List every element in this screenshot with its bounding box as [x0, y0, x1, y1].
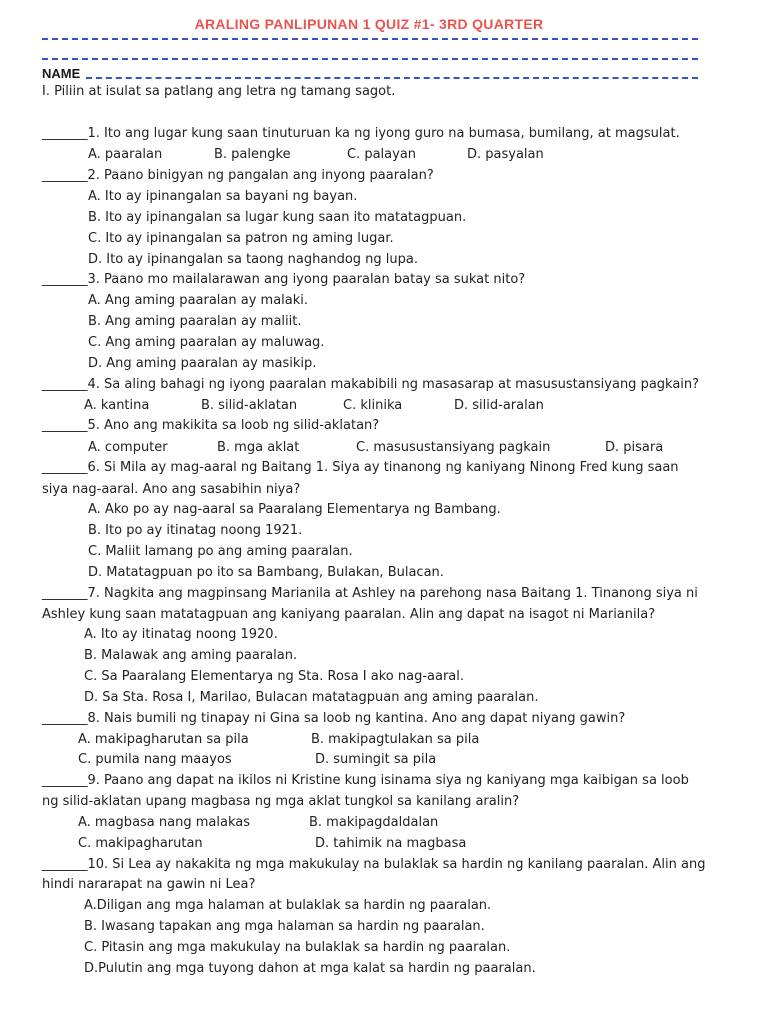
name-field-line — [86, 77, 698, 79]
choice-text: D. pasyalan — [467, 147, 544, 162]
choice-text: C. Sa Paaralang Elementarya ng Sta. Rosa I ako nag-aaral. — [84, 669, 465, 684]
name-label: NAME — [42, 66, 81, 81]
choice-text: B. makipagtulakan sa pila — [311, 732, 480, 747]
choice-text: A.Diligan ang mga halaman at bulaklak sa hardin ng paaralan. — [84, 898, 492, 913]
question-text: _______9. Paano ang dapat na ikilos ni Kristine kung isinama siya ng kaniyang mga kaibigan sa loob — [42, 773, 689, 788]
choice-text: D. tahimik na magbasa — [315, 836, 467, 851]
choice-text: C. Pitasin ang mga makukulay na bulaklak sa hardin ng paaralan. — [84, 940, 511, 955]
choice-text: D. Ito ay ipinangalan sa taong naghandog ng lupa. — [88, 252, 419, 267]
choice-text: D.Pulutin ang mga tuyong dahon at mga kalat sa hardin ng paaralan. — [84, 961, 536, 976]
choice-text: B. Malawak ang aming paaralan. — [84, 648, 298, 663]
choice-text: A. Ang aming paaralan ay malaki. — [88, 293, 309, 308]
choice-text: D. Matatagpuan po ito sa Bambang, Bulakan, Bulacan. — [88, 565, 444, 580]
choice-text: C. makipagharutan — [78, 836, 203, 851]
choice-text: B. makipagdaldalan — [309, 815, 439, 830]
choice-text: C. klinika — [343, 398, 403, 413]
question-text: _______2. Paano binigyan ng pangalan ang inyong paaralan? — [42, 168, 434, 183]
header-divider-top — [42, 38, 698, 40]
choice-text: A. makipagharutan sa pila — [78, 732, 249, 747]
question-text: _______10. Si Lea ay nakakita ng mga makukulay na bulaklak sa hardin ng kanilang paaralan. Alin ang — [42, 857, 706, 872]
choice-text: B. silid-aklatan — [201, 398, 298, 413]
header-divider-middle — [42, 58, 698, 60]
choice-text: C. Maliit lamang po ang aming paaralan. — [88, 544, 353, 559]
choice-text: hindi nararapat na gawin ni Lea? — [42, 877, 256, 892]
choice-text: D. Ang aming paaralan ay masikip. — [88, 356, 317, 371]
question-text: _______6. Si Mila ay mag-aaral ng Baitang 1. Siya ay tinanong ng kaniyang Ninong Fred kung saan — [42, 460, 679, 475]
instruction: I. Piliin at isulat sa patlang ang letra ng tamang sagot. — [42, 84, 396, 99]
choice-text: B. Ito ay ipinangalan sa lugar kung saan ito matatagpuan. — [88, 210, 467, 225]
choice-text: D. sumingit sa pila — [315, 752, 437, 767]
choice-text: B. Iwasang tapakan ang mga halaman sa hardin ng paaralan. — [84, 919, 485, 934]
choice-text: C. palayan — [347, 147, 417, 162]
question-text: _______3. Paano mo mailalarawan ang iyong paaralan batay sa sukat nito? — [42, 272, 526, 287]
choice-text: C. pumila nang maayos — [78, 752, 232, 767]
question-text: _______1. Ito ang lugar kung saan tinuturuan ka ng iyong guro na bumasa, bumilang, at magsulat. — [42, 126, 680, 141]
choice-text: B. Ang aming paaralan ay maliit. — [88, 314, 302, 329]
choice-text: Ashley kung saan matatagpuan ang kaniyang paaralan. Alin ang dapat na isagot ni Marianila? — [42, 607, 656, 622]
choice-text: ng silid-aklatan upang magbasa ng mga aklat tungkol sa kanilang aralin? — [42, 794, 520, 809]
choice-text: A. magbasa nang malakas — [78, 815, 250, 830]
choice-text: A. paaralan — [88, 147, 163, 162]
choice-text: D. pisara — [605, 440, 664, 455]
choice-text: D. Sa Sta. Rosa I, Marilao, Bulacan matatagpuan ang aming paaralan. — [84, 690, 539, 705]
quiz-title: ARALING PANLIPUNAN 1 QUIZ #1- 3RD QUARTER — [194, 16, 544, 32]
choice-text: siya nag-aaral. Ano ang sasabihin niya? — [42, 482, 301, 497]
question-text: _______4. Sa aling bahagi ng iyong paaralan makabibili ng masasarap at masusustansiyang pagkain? — [42, 377, 700, 392]
choice-text: D. silid-aralan — [454, 398, 544, 413]
choice-text: A. Ito ay itinatag noong 1920. — [84, 627, 278, 642]
choice-text: A. kantina — [84, 398, 150, 413]
choice-text: C. Ang aming paaralan ay maluwag. — [88, 335, 325, 350]
choice-text: A. computer — [88, 440, 168, 455]
question-text: _______7. Nagkita ang magpinsang Marianila at Ashley na parehong nasa Baitang 1. Tinanong siya ni — [42, 586, 698, 601]
choice-text: B. mga aklat — [217, 440, 300, 455]
question-text: _______5. Ano ang makikita sa loob ng silid-aklatan? — [42, 418, 380, 433]
choice-text: C. masusustansiyang pagkain — [356, 440, 551, 455]
choice-text: A. Ako po ay nag-aaral sa Paaralang Elementarya ng Bambang. — [88, 502, 501, 517]
choice-text: A. Ito ay ipinangalan sa bayani ng bayan. — [88, 189, 358, 204]
choice-text: B. Ito po ay itinatag noong 1921. — [88, 523, 303, 538]
choice-text: B. palengke — [214, 147, 291, 162]
choice-text: C. Ito ay ipinangalan sa patron ng aming lugar. — [88, 231, 394, 246]
question-text: _______8. Nais bumili ng tinapay ni Gina sa loob ng kantina. Ano ang dapat niyang gawin? — [42, 711, 626, 726]
